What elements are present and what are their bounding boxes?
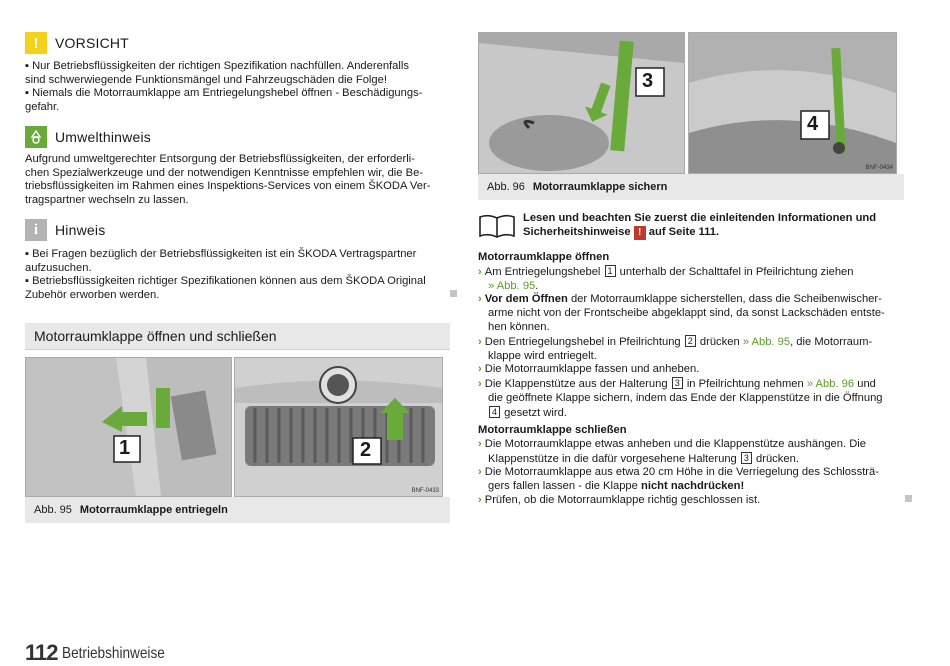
close-step-1: › Die Motorraumklappe etwas anheben und die Klappenstütze aushängen. Die: [478, 437, 866, 450]
link-abb-95b[interactable]: » Abb. 95: [742, 335, 791, 348]
env-header: [25, 126, 151, 148]
info-icon: i: [25, 219, 47, 241]
figure-96-caption-num: Abb. 96: [487, 181, 525, 193]
read-first-text: Lesen und beachten Sie zuerst die einleitenden Informationen und Sicherheitshinweise ! auf Seite 111.: [523, 212, 877, 238]
page-number: 112: [25, 640, 58, 665]
caution-text: ▪ Nur Betriebsflüssigkeiten der richtigen Spezifikation nachfüllen. Anderenfalls sind schwerwiegende Funktionsmängel und Fahrzeugschäden die Folge! ▪ Niemals die Motorraumklappe am Entriegelungshebel öffnen - Beschädigungs- gefahr.: [25, 60, 423, 113]
figure-95-caption-text: Motorraumklappe entriegeln: [79, 504, 228, 516]
figure-95-label-2: 2: [360, 439, 372, 461]
link-abb-95[interactable]: » Abb. 95: [488, 279, 536, 292]
section-title-bar: [25, 323, 450, 350]
note-header: [25, 219, 105, 241]
close-step-3: › Prüfen, ob die Motorraumklappe richtig geschlossen ist.: [478, 493, 761, 506]
figure-95-caption: [25, 497, 450, 523]
open-step-3: › Den Entriegelungshebel in Pfeilrichtung 2 drücken » Abb. 95, die Motorraum-: [478, 335, 873, 348]
section-title: Motorraumklappe öffnen und schließen: [34, 328, 277, 344]
figure-96-label-3: 3: [642, 70, 654, 92]
close-title: Motorraumklappe schließen: [478, 424, 627, 436]
env-title: Umwelthinweis: [55, 129, 151, 145]
figure-96-caption: [478, 174, 904, 200]
note-text: ▪ Bei Fragen bezüglich der Betriebsflüssigkeiten ist ein ŠKODA Vertragspartner aufzusuchen. ▪ Betriebsflüssigkeiten richtiger Spezifikationen können aus dem ŠKODA Original Zubehör erworben werden.: [25, 248, 426, 301]
caution-icon: !: [25, 32, 47, 54]
figure-95-right: [234, 357, 443, 497]
recycle-icon: [25, 126, 47, 148]
figure-96-code: BNF-0434: [865, 165, 893, 171]
open-instructions: Motorraumklappe öffnen › Am Entriegelungshebel 1 unterhalb der Schalttafel in Pfeilrichtung ziehen » Abb. 95. › Vor dem Öffnen der Motorraumklappe sicherstellen, dass die Scheibenwischer- arme nicht von der Frontscheibe abgeklappt sind, da sonst Lackschäden entste- hen können. › Den Entriegelungshebel in Pfeilrichtung 2 drücken » Abb. 95, die Motorraum- klappe wird entriegelt. › Die Motorraumklappe fassen und anheben. › Die Klappenstütze aus der Halterung 3 in Pfeilrichtung nehmen » Abb. 96 und die geöffnete Klappe sichern, indem das Ende der Klappenstütze in die Öffnung 4 gesetzt wird.: [478, 251, 908, 421]
caution-header: [25, 32, 129, 54]
figure-96-right: [688, 32, 897, 174]
open-step-2: › Vor dem Öffnen der Motorraumklappe sicherstellen, dass die Scheibenwischer-: [478, 293, 882, 306]
figure-95-caption-num: Abb. 95: [34, 504, 72, 516]
figure-96-label-4: 4: [807, 113, 819, 135]
section-end-marker: [450, 290, 457, 297]
warning-icon: !: [634, 226, 646, 240]
figure-96-left: [478, 32, 685, 174]
figure-95-label-1: 1: [119, 437, 131, 459]
figure-96-caption-text: Motorraumklappe sichern: [532, 181, 668, 193]
env-text: Aufgrund umweltgerechter Entsorgung der Betriebsflüssigkeiten, der erforderli- chen Spezialwerkzeuge und der notwendigen Kenntnisse empfehlen wir, die Be- triebsflüssigkeiten im Rahmen eines Inspektions-Services von einem ŠKODA Ver- tragspartner wechseln zu lassen.: [25, 153, 431, 206]
chapter-title: Betriebshinweise: [62, 645, 165, 662]
open-step-5: › Die Klappenstütze aus der Halterung 3 in Pfeilrichtung nehmen » Abb. 96 und: [478, 378, 876, 391]
figure-95-code: BNF-0433: [411, 488, 439, 494]
section-end-marker-right: [905, 495, 912, 502]
note-title: Hinweis: [55, 222, 106, 238]
close-step-2: › Die Motorraumklappe aus etwa 20 cm Höhe in die Verriegelung des Schlossträ-: [478, 466, 879, 479]
close-instructions: Motorraumklappe schließen › Die Motorraumklappe etwas anheben und die Klappenstütze aushängen. Die Klappenstütze in die dafür vorgesehene Halterung 3 drücken. › Die Motorraumklappe aus etwa 20 cm Höhe in die Verriegelung des Schlossträ- gers fallen lassen - die Klappe nicht nachdrücken! › Prüfen, ob die Motorraumklappe richtig geschlossen ist.: [478, 424, 908, 508]
figure-95-left: [25, 357, 232, 497]
caution-title: VORSICHT: [55, 35, 129, 51]
open-step-4: › Die Motorraumklappe fassen und anheben.: [478, 363, 700, 376]
open-step-1: › Am Entriegelungshebel 1 unterhalb der Schalttafel in Pfeilrichtung ziehen: [478, 265, 854, 278]
open-title: Motorraumklappe öffnen: [478, 251, 610, 263]
book-icon: [478, 213, 516, 244]
link-abb-96[interactable]: » Abb. 96: [806, 378, 855, 391]
